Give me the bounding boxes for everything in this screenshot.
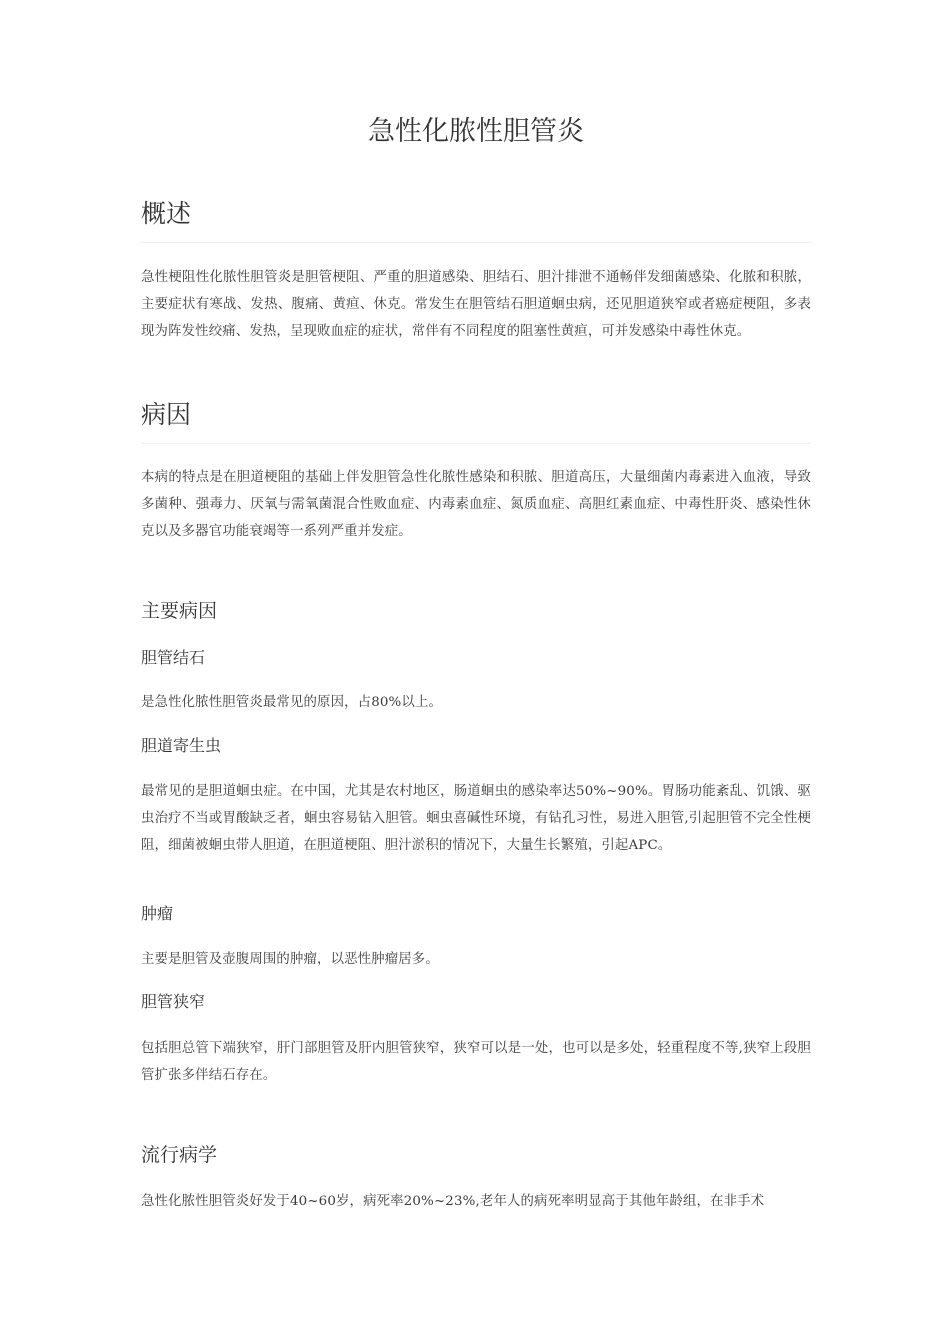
cause-text-gallstones: 是急性化脓性胆管炎最常见的原因，占80%以上。: [141, 695, 443, 710]
cause-heading-tumor: 肿瘤: [141, 904, 174, 923]
section-heading-overview: 概述: [141, 196, 811, 243]
cause-text-stricture: 包括胆总管下端狭窄，肝门部胆管及肝内胆管狭窄，狭窄可以是一处，也可以是多处，轻重程度不等,狭窄上段胆管扩张多伴结石存在。: [141, 1041, 811, 1083]
subheading-main-causes: 主要病因: [141, 600, 218, 622]
page-title: 急性化脓性胆管炎: [368, 116, 584, 147]
cause-text-tumor: 主要是胆管及壶腹周围的肿瘤，以恶性肿瘤居多。: [141, 952, 439, 967]
etiology-paragraph: 本病的特点是在胆道梗阻的基础上伴发胆管急性化脓性感染和积脓、胆道高压，大量细菌内毒素进入血液，导致多菌种、强毒力、厌氧与需氧菌混合性败血症、内毒素血症、氮质血症、高胆红素血症、中毒性肝炎、感染性休克以及多器官功能衰竭等一系列严重并发症。: [141, 470, 811, 539]
cause-heading-gallstones: 胆管结石: [141, 648, 206, 667]
section-heading-etiology: 病因: [141, 397, 811, 444]
cause-heading-parasites: 胆道寄生虫: [141, 736, 222, 755]
epidemiology-paragraph: 急性化脓性胆管炎好发于40~60岁，病死率20%~23%,老年人的病死率明显高于其他年龄组，在非手术: [141, 1194, 765, 1209]
cause-heading-stricture: 胆管狭窄: [141, 992, 206, 1011]
subheading-epidemiology: 流行病学: [141, 1144, 218, 1166]
overview-paragraph: 急性梗阻性化脓性胆管炎是胆管梗阻、严重的胆道感染、胆结石、胆汁排泄不通畅伴发细菌感染、化脓和积脓，主要症状有寒战、发热、腹痛、黄疸、休克。常发生在胆管结石胆道蛔虫病，还见胆道狭窄或者癌症梗阻，多表现为阵发性绞痛、发热，呈现败血症的症状，常伴有不同程度的阻塞性黄疸，可并发感染中毒性休克。: [141, 270, 811, 339]
cause-text-parasites: 最常见的是胆道蛔虫症。在中国，尤其是农村地区，肠道蛔虫的感染率达50%~90%。胃肠功能紊乱、饥饿、驱虫治疗不当或胃酸缺乏者，蛔虫容易钻入胆管。蛔虫喜碱性环境，有钻孔习性，易进入胆管,引起胆管不完全性梗阻，细菌被蛔虫带人胆道，在胆道梗阻、胆汁淤积的情况下，大量生长繁殖，引起APC。: [141, 784, 811, 853]
